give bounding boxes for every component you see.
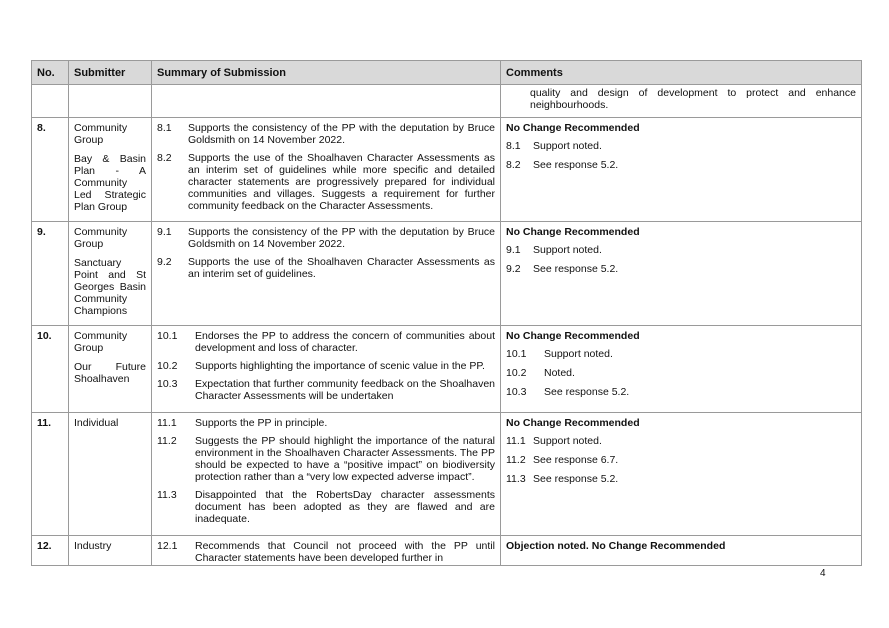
comments-cell bbox=[501, 118, 862, 222]
submitter-type: Community Group bbox=[74, 226, 128, 250]
response-text: See response 5.2. bbox=[533, 473, 619, 485]
item-text: Endorses the PP to address the concern of communities about development and loss of character. bbox=[195, 330, 495, 354]
response-number: 8.1 bbox=[506, 140, 521, 152]
item-number: 12.1 bbox=[157, 540, 178, 552]
response-text: Noted. bbox=[544, 367, 575, 379]
item-number: 8.1 bbox=[157, 122, 172, 134]
header-summary: Summary of Submission bbox=[152, 61, 501, 85]
comments-cell bbox=[501, 222, 862, 326]
response-number: 11.3 bbox=[506, 473, 526, 485]
response-number: 8.2 bbox=[506, 159, 521, 171]
submitter-type: Community Group bbox=[74, 122, 128, 146]
row-number: 12. bbox=[32, 536, 69, 566]
submitter-name: Our Future Shoalhaven bbox=[74, 361, 146, 385]
row-number: 10. bbox=[32, 326, 69, 413]
item-number: 11.1 bbox=[157, 417, 177, 429]
page-number: 4 bbox=[820, 568, 826, 579]
response-text: Support noted. bbox=[533, 435, 602, 447]
submitter-cell bbox=[69, 413, 152, 536]
submitter-type: Industry bbox=[74, 540, 112, 552]
item-text: Supports the consistency of the PP with the deputation by Bruce Goldsmith on 14 November 2022. bbox=[188, 226, 495, 250]
table-row bbox=[32, 222, 862, 326]
item-text: Disappointed that the RobertsDay character assessments document has been adopted as they are flawed and are inadequate. bbox=[195, 489, 495, 525]
row-number: 11. bbox=[32, 413, 69, 536]
response-number: 9.1 bbox=[506, 244, 521, 256]
response-item bbox=[506, 367, 856, 379]
header-row bbox=[32, 61, 862, 85]
submitter-name: Sanctuary Point and St Georges Basin Community Champions bbox=[74, 257, 146, 317]
summary-item bbox=[157, 360, 495, 372]
summary-cell bbox=[152, 413, 501, 536]
response-item bbox=[506, 140, 856, 152]
summary-item bbox=[157, 152, 495, 212]
submitter-cell bbox=[69, 118, 152, 222]
response-number: 10.3 bbox=[506, 386, 527, 398]
response-number: 9.2 bbox=[506, 263, 521, 275]
response-item bbox=[506, 263, 856, 275]
summary-cell bbox=[152, 118, 501, 222]
table-row bbox=[32, 413, 862, 536]
summary-cell bbox=[152, 536, 501, 566]
response-text: Support noted. bbox=[533, 244, 602, 256]
recommendation: No Change Recommended bbox=[506, 330, 640, 342]
recommendation: No Change Recommended bbox=[506, 417, 640, 429]
recommendation: Objection noted. No Change Recommended bbox=[506, 540, 726, 552]
table-row bbox=[32, 326, 862, 413]
item-text: Supports the use of the Shoalhaven Character Assessments as an interim set of guidelines. bbox=[188, 256, 495, 280]
table-row bbox=[32, 536, 862, 566]
submitter-type: Individual bbox=[74, 417, 119, 429]
response-item bbox=[506, 159, 856, 171]
continuation-text: quality and design of development to protect and enhance neighbourhoods. bbox=[530, 87, 856, 111]
submitter-cell bbox=[69, 222, 152, 326]
table-row bbox=[32, 118, 862, 222]
summary-item bbox=[157, 417, 495, 429]
item-text: Suggests the PP should highlight the importance of the natural environment in the Shoalhaven Character Assessments. The PP should be expected to have a “positive impact” on biodiversity protection rather than a “very low expected adverse impact”. bbox=[195, 435, 495, 483]
response-item bbox=[506, 435, 856, 447]
response-item bbox=[506, 348, 856, 360]
item-text: Supports the consistency of the PP with the deputation by Bruce Goldsmith on 14 November 2022. bbox=[188, 122, 495, 146]
item-text: Recommends that Council not proceed with the PP until Character statements have been developed further in bbox=[195, 540, 495, 564]
summary-item bbox=[157, 122, 495, 146]
summary-cell bbox=[152, 326, 501, 413]
submissions-table bbox=[31, 60, 862, 566]
item-number: 9.1 bbox=[157, 226, 172, 238]
summary-cell bbox=[152, 222, 501, 326]
submitter-cell bbox=[69, 326, 152, 413]
item-number: 8.2 bbox=[157, 152, 172, 164]
header-submitter: Submitter bbox=[69, 61, 152, 85]
response-text: See response 5.2. bbox=[533, 159, 619, 171]
item-text: Supports the use of the Shoalhaven Character Assessments as an interim set of guidelines while more specific and detailed character statements are progressively prepared for individual communities and villages. Suggests a requirement for further community feedback on the Character Assessments. bbox=[188, 152, 495, 212]
header-no: No. bbox=[32, 61, 69, 85]
response-text: See response 5.2. bbox=[544, 386, 630, 398]
item-number: 11.3 bbox=[157, 489, 177, 501]
response-text: Support noted. bbox=[544, 348, 613, 360]
response-number: 11.1 bbox=[506, 435, 526, 447]
response-text: See response 6.7. bbox=[533, 454, 619, 466]
row-number: 8. bbox=[32, 118, 69, 222]
response-number: 11.2 bbox=[506, 454, 526, 466]
item-text: Supports the PP in principle. bbox=[195, 417, 328, 429]
comments-cell bbox=[501, 326, 862, 413]
response-item bbox=[506, 386, 856, 398]
summary-item bbox=[157, 378, 495, 402]
item-number: 10.3 bbox=[157, 378, 178, 390]
item-number: 10.1 bbox=[157, 330, 178, 342]
summary-item bbox=[157, 540, 495, 564]
summary-item bbox=[157, 226, 495, 250]
submitter-name: Bay & Basin Plan - A Community Led Strategic Plan Group bbox=[74, 153, 146, 213]
comments-cell bbox=[501, 536, 862, 566]
response-number: 10.2 bbox=[506, 367, 527, 379]
summary-item bbox=[157, 256, 495, 280]
response-text: See response 5.2. bbox=[533, 263, 619, 275]
continuation-row bbox=[32, 85, 862, 118]
item-number: 11.2 bbox=[157, 435, 177, 447]
response-item bbox=[506, 454, 856, 466]
submitter-cell bbox=[69, 536, 152, 566]
summary-item bbox=[157, 489, 495, 525]
comments-cell bbox=[501, 413, 862, 536]
recommendation: No Change Recommended bbox=[506, 226, 640, 238]
item-number: 10.2 bbox=[157, 360, 178, 372]
item-number: 9.2 bbox=[157, 256, 172, 268]
row-number: 9. bbox=[32, 222, 69, 326]
submitter-type: Community Group bbox=[74, 330, 128, 354]
recommendation: No Change Recommended bbox=[506, 122, 640, 134]
summary-item bbox=[157, 435, 495, 483]
summary-item bbox=[157, 330, 495, 354]
response-item bbox=[506, 244, 856, 256]
response-item bbox=[506, 473, 856, 485]
header-comments: Comments bbox=[501, 61, 862, 85]
item-text: Expectation that further community feedback on the Shoalhaven Character Assessments will be undertaken bbox=[195, 378, 495, 402]
item-text: Supports highlighting the importance of scenic value in the PP. bbox=[195, 360, 485, 372]
response-text: Support noted. bbox=[533, 140, 602, 152]
response-number: 10.1 bbox=[506, 348, 527, 360]
